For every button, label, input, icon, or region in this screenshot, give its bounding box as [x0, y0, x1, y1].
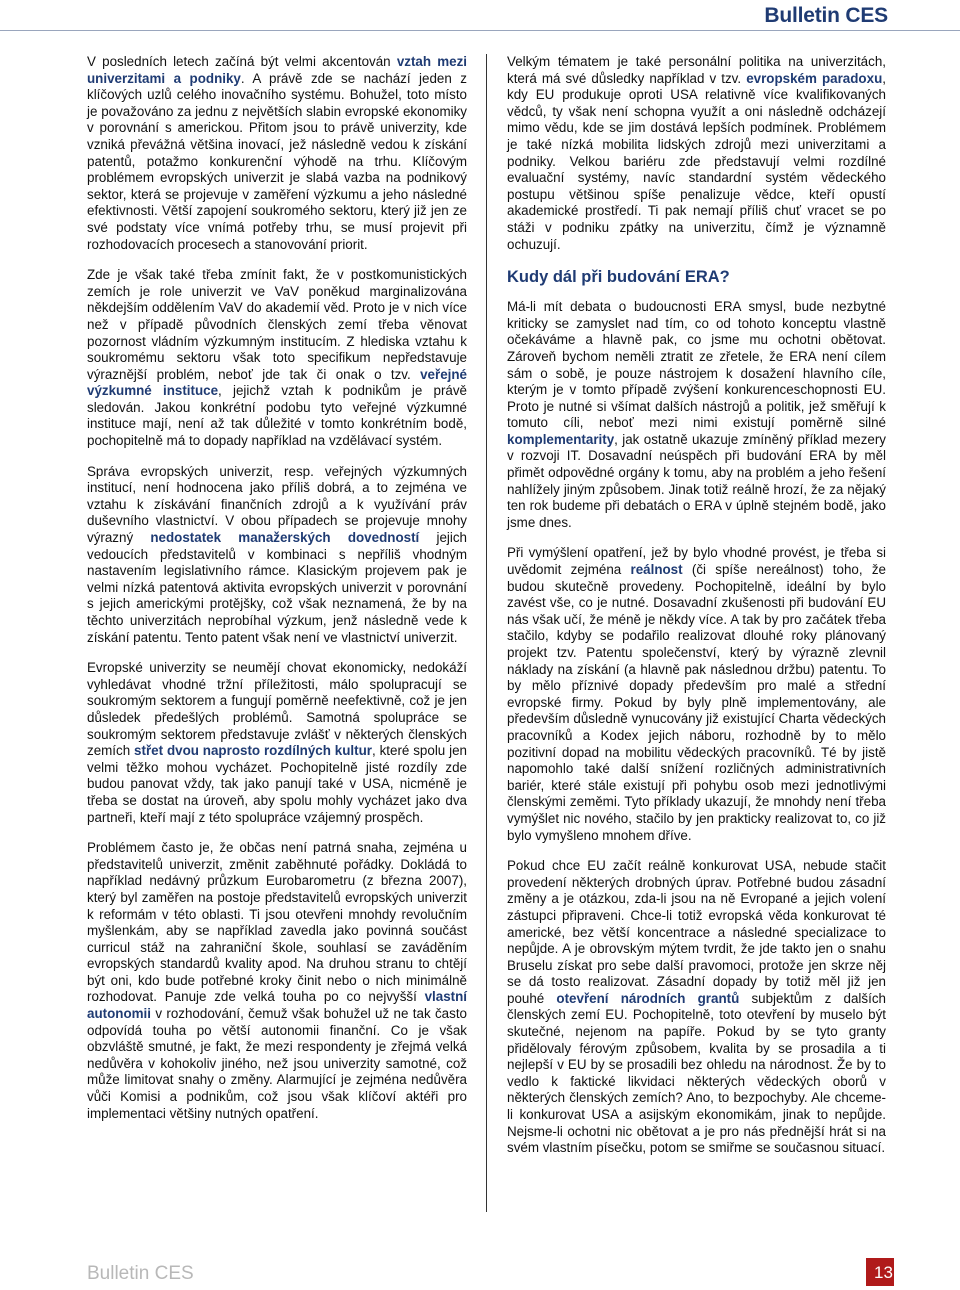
text-run: Při vymýšlení opatření, jež by bylo vhodné provést, je třeba si uvědomit zejména	[507, 545, 886, 578]
paragraph	[87, 660, 467, 826]
text-run: Evropské univerzity se neumějí chovat ekonomicky, nedokáží vyhledávat vhodné tržní příležitosti, málo spolupracují se soukromým sektorem a fungují poměrně neefektivně, což je jen důsledek předešlých problémů. Samotná spolupráce se soukromým sektorem představuje zvlášť v některých členských zemích	[87, 660, 467, 759]
text-run: , kdy EU produkuje oproti USA relativně více kvalifikovaných vědců, ty však není schopna využít a oni následně odcházejí mimo vědu, kde se jim dostává lepších podmínek. Problémem je také nízká mobilita lidských zdrojů mezi univerzitami a podniky. Velkou bariéru zde představují velmi rozdílné evaluační systémy, navíc standardní systém vědeckého postupu většinou spíše penalizuje vědce, kteří opustí akademické prostředí. Ti pak nemají příliš chuť vracet se po stáži v podniku zpátky na univerzitu, čímž je významně ochuzují.	[507, 70, 886, 252]
paragraph	[87, 54, 467, 253]
text-run: v rozhodování, čemuž však bohužel už ne tak často odpovídá touha po větší autonomii finanční. Co je však obzvláště smutné, je fakt, že mezi respondenty je zřejmá velká nedůvěra v kohokoliv jiného, než jsou univerzity samotné, což může limitovat snahy o změny. Alarmující je zejména nedůvěra vůči Komisi a podnikům, což jsou však klíčoví aktéři pro implementaci většiny nutných opatření.	[87, 1006, 467, 1121]
text-run: . A právě zde se nachází jeden z klíčových uzlů celého inovačního systému. Bohužel, toto místo je považováno za jednu z největších slabin evropské ekonomiky v porovnání s americkou. Přitom jsou to právě univerzity, kde vzniká převážná většina inovací, jež následně vedou k získání patentů, potažmo konkurenční výhodě na trhu. Klíčovým problémem evropských univerzit je slabá vazba na podnikový sektor, která se projevuje v zaměření výzkumu a jeho následné efektivnosti. Větší zapojení soukromého sektoru, který již jen ze své podstaty více vnímá potřeby trhu, se musí projevit při rozhodovacích procesech a stanovování priorit.	[87, 70, 467, 252]
paragraph	[87, 464, 467, 647]
text-run: , jak ostatně ukazuje zmíněný příklad mezery v rozvoji IT. Dosavadní neúspěch při budování ERA by měl přimět odpovědné orgány k tomu, aby na problém a jeho řešení nahlížely jiným způsobem. Jinak totiž reálně hrozí, že za nějaký ten rok budeme při debatách o ERA v úplně stejném bodě, jako jsme dnes.	[507, 431, 886, 530]
text-run: Správa evropských univerzit, resp. veřejných výzkumných institucí, není hodnocena jako příliš dobrá, a to zejména ve vztahu k získávání finančních zdrojů a k využívání práv duševního vlastnictví. V obou případech se projevuje mnohy výrazný	[87, 463, 467, 546]
text-run: , které spolu jen velmi těžko mohou vycházet. Pochopitelně jisté rozdíly zde budou panovat vždy, tak jako panují také v USA, nicméně je třeba se dostat na úroveň, aby spolu mohly vycházet jako dva partneři, kteří mají z této spolupráce vzájemný prospěch.	[87, 743, 467, 825]
paragraph	[507, 545, 886, 844]
highlighted-phrase: reálnost	[630, 562, 683, 578]
footer-brand: Bulletin CES	[87, 1263, 194, 1284]
right-top-paragraphs	[507, 54, 886, 253]
text-run: Problémem často je, že občas není patrná snaha, zejména u představitelů univerzit, změnit zaběhnuté pořádky. Dokládá to například nedávný průzkum Eurobarometru (z března 2007), který byl zaměřen na postoje představitelů evropských univerzit k reformám v této oblasti. Ti jsou otevřeni mnohdy revolučním myšlenkám, aby se například zavedla jako povinná součást curricul stáž na zahraniční škole, souhlasí se zaváděním evropských standardů kvality apod. Na druhou stranu to chtějí být oni, kdo bude potřebné kroky činit nebo o nich minimálně rozhodovat. Panuje zde velká touha po co nejvyšší	[87, 840, 467, 1005]
paragraph	[507, 858, 886, 1157]
paragraph	[87, 267, 467, 450]
right-column	[507, 54, 886, 1171]
paragraph	[507, 54, 886, 253]
text-run: Má-li mít debata o budoucnosti ERA smysl, bude nezbytné kriticky se zamyslet nad tím, co od tohoto konceptu vlastně očekáváme a hlavně pak, co jsme mu ochotni obětovat. Zároveň bychom neměli ztratit ze zřetele, že ERA není cílem sám o sobě, je pouze nástrojem k dosažení hlavního cíle, kterým je v tomto případě zvýšení konkurenceschopnosti EU. Proto je nutné si všímat dalších nástrojů a politik, jež směřují k tomuto cíli, neboť mezi nimi existují poměrně silné	[507, 299, 886, 431]
header-rule	[0, 30, 960, 31]
paragraph	[507, 299, 886, 531]
text-run: , jejichž vztah k podnikům je právě sledován. Jakou konkrétní podobu tyto veřejné výzkumné instituce mají, není až tak důležité v tomto konkrétním bodě, pochopitelně má to dopady například na vzdělávací systém.	[87, 383, 468, 449]
highlighted-phrase: vztah mezi univerzitami a podniky	[87, 54, 467, 86]
section-heading: Kudy dál při budování ERA?	[507, 268, 730, 287]
header-title: Bulletin CES	[764, 4, 888, 27]
text-run: V posledních letech začíná být velmi akcentován	[87, 54, 397, 69]
left-column	[87, 54, 467, 1136]
highlighted-phrase: veřejné výzkumné instituce	[87, 366, 467, 399]
text-run: jejich vedoucích představitelů v kombinaci s nepříliš vhodným nastavením legislativního rámce. Klasickým projevem pak je velmi nízká patentová aktivita evropských univerzit v porovnání s jejich americkými protějšky, což však neznamená, že by na těchto univerzitách neprobíhal výzkum, jenž následně vede k získání patentu. Tento patent však není ve vlastnictví univerzit.	[87, 530, 467, 645]
highlighted-phrase: komplementarity	[507, 431, 615, 447]
highlighted-phrase: střet dvou naprosto rozdílných kultur	[134, 743, 372, 759]
text-run: Velkým tématem je také personální politika na univerzitách, která má své důsledky například v tzv.	[507, 54, 886, 86]
highlighted-phrase: nedostatek manažerských dovedností	[150, 530, 420, 546]
paragraph	[87, 840, 467, 1122]
text-run: Zde je však také třeba zmínit fakt, že v postkomunistických zemích je role univerzit ve VaV poněkud marginalizována někdejším oddělením VaV do akademií věd. Proto je v nich více než v případě původních členských zemí třeba věnovat pozornost vládním výzkumným institucím. Z hlediska vztahu k soukromému sektoru však toto specifikum nepředstavuje výraznější problém, neboť jde tak či onak o tzv.	[87, 267, 467, 382]
text-run: (či spíše nereálnost) toho, že budou skutečně provedeny. Pochopitelně, ideální by bylo zavést vše, co je nutné. Dosavadní zkušenosti při budování EU nás však učí, že méně je někdy více. A tak by pro začátek třeba stačilo, kdyby se podařilo realizovat dlouhé roky plánovaný projekt tzv. Patentu společenství, který by výrazně zlevnil náklady na získání (a hlavně pak následnou držbu) patentu. To by mělo příznivé dopady především pro malé a střední evropské firmy. Pokud by byly plně implementovány, ale především důsledně vynucovány již existující Charta vědeckých pracovníků a Kodex jejich náboru, rozhodně by to mělo pozitivní dopad na mobilitu vědeckých pracovníků. Té by jistě napomohlo také další snížení rozličných administrativních bariér, které stále existují při pohybu osob mezi jednotlivými členskými zeměmi. Tyto příklady ukazují, že mnohdy není třeba vymýšlet nic nového, stačilo by jen prakticky realizovat to, co již bylo vymyšleno mnohem dříve.	[507, 562, 887, 843]
text-run: subjektům z dalších členských zemí EU. Pochopitelně, toto otevření by muselo být skutečné, nejenom na papíře. Pokud by se tyto granty přidělovaly férovým způsobem, kvalita by se prosadila a ti nejlepší v EU by se prosadili bez ohledu na národnost. Že by to vedlo k faktické likvidaci některých vědeckých oborů v některých členských zemích? Ano, to bezpochyby. Ale chceme-li konkurovat USA a asijským ekonomikám, jinak to nepůjde. Nejsme-li ochotni nic obětovat a je pro nás přednější hrát si na svém vlastním písečku, potom se smiřme se současnou situací.	[507, 990, 886, 1156]
highlighted-phrase: vlastní autonomii	[87, 989, 467, 1022]
highlighted-phrase: otevření národních grantů	[556, 990, 740, 1006]
text-run: Pokud chce EU začít reálně konkurovat USA, nebude stačit provedení některých drobných úprav. Potřebné budou zásadní změny a je otázkou, zda-li jsou na ně Evropané a jejich volení zástupci připraveni. Chce-li totiž evropská věda konkurovat té americké, bez větší koncentrace a následné specializace to nepůjde. A je obrovským mýtem tvrdit, že jde takto jen o snahu Bruselu získat pro sebe další pravomoci, protože jen skrze něj se dá tosto realizovat. Zásadní dopady by totiž měl již jen pouhé	[507, 858, 886, 1006]
right-bottom-paragraphs	[507, 299, 886, 1157]
column-divider	[486, 54, 487, 1212]
page-number: 13	[866, 1258, 894, 1286]
highlighted-phrase: evropském paradoxu	[746, 70, 883, 86]
